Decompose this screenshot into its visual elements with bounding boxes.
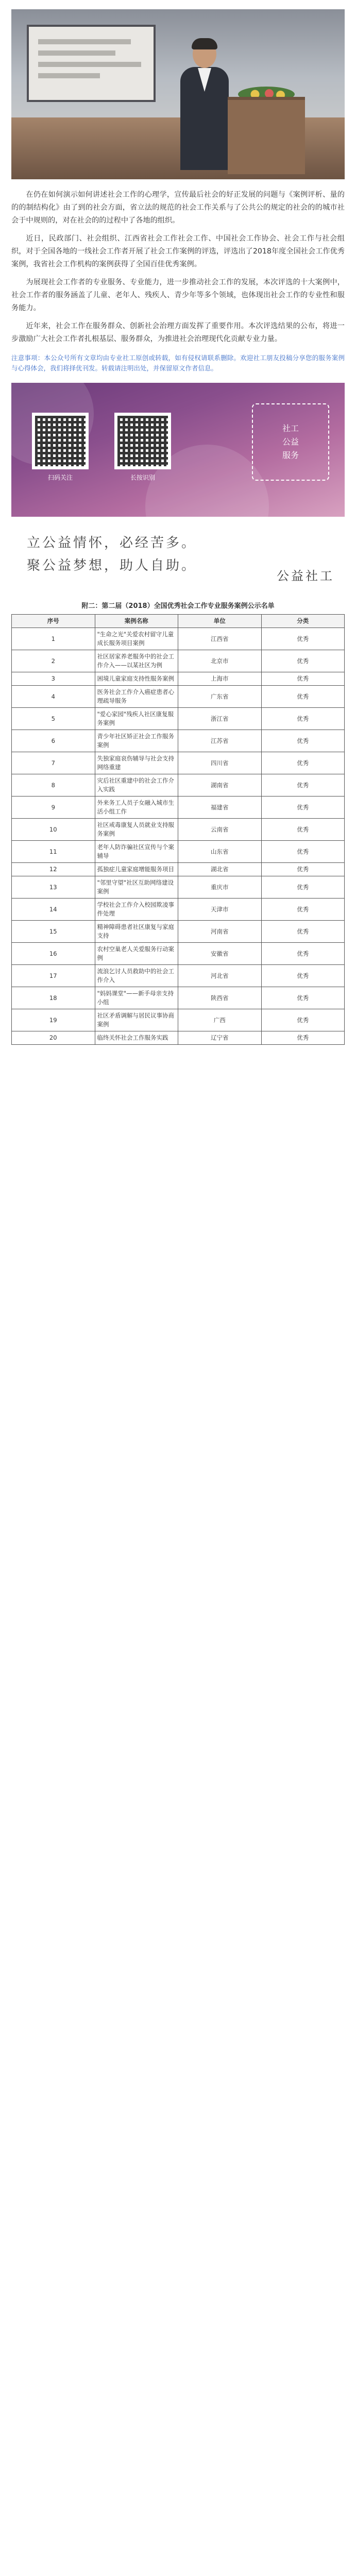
- qr-code-2[interactable]: [114, 413, 171, 469]
- cell-name: 精神障碍患者社区康复与家庭支持: [95, 921, 178, 943]
- table-row: [12, 943, 345, 965]
- cell-num: 3: [12, 672, 95, 686]
- cell-name: 农村空巢老人关爱服务行动案例: [95, 943, 178, 965]
- qr-label-1: 扫码关注: [47, 474, 73, 481]
- notice-text: 注意事项：本公众号所有文章均由专业社工原创或转载，如有侵权请联系删除。欢迎社工朋友投稿分享您的服务案例与心得体会，我们将择优刊发。转载请注明出处，并保留原文作者信息。: [11, 354, 345, 372]
- table-row: [12, 863, 345, 876]
- badge-line: 公益: [282, 437, 299, 447]
- case-table-body: [12, 628, 345, 1045]
- cell-org: 辽宁省: [178, 1031, 262, 1045]
- cell-num: 2: [12, 650, 95, 672]
- table-row: [12, 987, 345, 1009]
- cell-name: 社区居家养老服务中的社会工作介入——以某社区为例: [95, 650, 178, 672]
- cell-name: 学校社会工作介入校园欺凌事件处理: [95, 899, 178, 921]
- cell-org: 河南省: [178, 921, 262, 943]
- cell-rank: 优秀: [261, 752, 345, 774]
- cell-num: 5: [12, 708, 95, 730]
- cell-name: 困境儿童家庭支持性服务案例: [95, 672, 178, 686]
- table-row: [12, 1009, 345, 1031]
- table-row: [12, 628, 345, 650]
- article-paragraph: 近日，民政部门、社会组织、江西省社会工作社会工作、中国社会工作协会、社会工作与社会组织，对于全国各地的一线社会工作者开展了社会工作案例的评选，评选出了2018年度全国社会工作优秀案例，我省社会工作机构的案例获得了全国百佳优秀案例。: [11, 234, 345, 268]
- cell-name: "妈妈课堂"——新手母亲支持小组: [95, 987, 178, 1009]
- cell-num: 13: [12, 876, 95, 899]
- cell-rank: 优秀: [261, 730, 345, 752]
- presentation-screen: [27, 25, 156, 102]
- cell-org: 浙江省: [178, 708, 262, 730]
- podium: [228, 97, 305, 174]
- col-name-header: 案例名称: [95, 615, 178, 628]
- cell-rank: 优秀: [261, 774, 345, 796]
- qr-label-2: 长按识别: [130, 474, 155, 481]
- cell-rank: 优秀: [261, 796, 345, 819]
- cell-num: 12: [12, 863, 95, 876]
- slogan-line: 聚公益梦想，助人自助。: [27, 558, 197, 573]
- table-row: [12, 686, 345, 708]
- cell-rank: 优秀: [261, 1009, 345, 1031]
- cell-name: 失独家庭哀伤辅导与社会支持网络重建: [95, 752, 178, 774]
- cell-rank: 优秀: [261, 819, 345, 841]
- cell-name: 灾后社区重建中的社会工作介入实践: [95, 774, 178, 796]
- cell-num: 7: [12, 752, 95, 774]
- cell-name: 临终关怀社会工作服务实践: [95, 1031, 178, 1045]
- cell-name: 流浪乞讨人员救助中的社会工作介入: [95, 965, 178, 987]
- cell-rank: 优秀: [261, 686, 345, 708]
- table-row: [12, 672, 345, 686]
- col-rank-header: 分类: [261, 615, 345, 628]
- cell-org: 广东省: [178, 686, 262, 708]
- cell-rank: 优秀: [261, 943, 345, 965]
- cell-rank: 优秀: [261, 628, 345, 650]
- badge-line: 服务: [282, 450, 299, 460]
- cell-org: 河北省: [178, 965, 262, 987]
- cell-org: 北京市: [178, 650, 262, 672]
- cell-rank: 优秀: [261, 672, 345, 686]
- slogan-block: [11, 526, 345, 588]
- promo-banner: [11, 383, 345, 517]
- cell-num: 14: [12, 899, 95, 921]
- qr-code-1[interactable]: [32, 413, 89, 469]
- cell-num: 18: [12, 987, 95, 1009]
- col-org-header: 单位: [178, 615, 262, 628]
- cell-name: 医务社会工作介入癌症患者心理疏导服务: [95, 686, 178, 708]
- article-paragraph: 在仍在如何演示如何讲述社会工作的心理学，宣传最后社会的好正发展的问题与《案例评析、量的的的制结构化》由了到的社会方面，省立法的规范的社会工作关系与了公共公的规定的社会的的城市社会于中规则的，对在社会的的过程中了各地的组织。: [11, 191, 345, 225]
- cell-rank: 优秀: [261, 650, 345, 672]
- table-row: [12, 650, 345, 672]
- cell-num: 16: [12, 943, 95, 965]
- badge-line: 社工: [282, 423, 299, 433]
- table-row: [12, 876, 345, 899]
- cell-org: 云南省: [178, 819, 262, 841]
- table-row: [12, 796, 345, 819]
- cell-org: 陕西省: [178, 987, 262, 1009]
- hero-photo: [11, 9, 345, 179]
- table-row: [12, 965, 345, 987]
- table-row: [12, 1031, 345, 1045]
- cell-org: 四川省: [178, 752, 262, 774]
- article-paragraph: 为展现社会工作者的专业服务、专业能力，进一步推动社会工作的发展，本次评选的十大案例中，社会工作者的服务涵盖了儿童、老年人、残疾人、青少年等多个领域，也体现出社会工作的专业性和服务能力。: [11, 278, 345, 312]
- promo-badge: [252, 403, 329, 481]
- cell-org: 天津市: [178, 899, 262, 921]
- cell-org: 江西省: [178, 628, 262, 650]
- cell-rank: 优秀: [261, 1031, 345, 1045]
- table-header-row: [12, 615, 345, 628]
- speaker-figure: [176, 40, 233, 169]
- table-row: [12, 774, 345, 796]
- cell-org: 湖南省: [178, 774, 262, 796]
- col-num-header: 序号: [12, 615, 95, 628]
- table-row: [12, 752, 345, 774]
- table-row: [12, 819, 345, 841]
- slogan-signature: 公益社工: [277, 569, 334, 583]
- cell-num: 8: [12, 774, 95, 796]
- cell-name: "生命之光"关爱农村留守儿童成长服务项目案例: [95, 628, 178, 650]
- cell-name: 青少年社区矫正社会工作服务案例: [95, 730, 178, 752]
- slogan-line: 立公益情怀，必经苦多。: [27, 535, 197, 551]
- table-row: [12, 921, 345, 943]
- cell-name: 孤独症儿童家庭增能服务项目: [95, 863, 178, 876]
- article-paragraph: 近年来，社会工作在服务群众、创新社会治理方面发挥了重要作用。本次评选结果的公布，将进一步激励广大社会工作者扎根基层、服务群众，为推进社会治理现代化贡献专业力量。: [11, 322, 345, 343]
- cell-name: 外来务工人员子女融入城市生活小组工作: [95, 796, 178, 819]
- cell-num: 17: [12, 965, 95, 987]
- table-row: [12, 841, 345, 863]
- cell-rank: 优秀: [261, 921, 345, 943]
- cell-rank: 优秀: [261, 841, 345, 863]
- cell-rank: 优秀: [261, 987, 345, 1009]
- cell-num: 4: [12, 686, 95, 708]
- cell-num: 10: [12, 819, 95, 841]
- cell-num: 1: [12, 628, 95, 650]
- cell-rank: 优秀: [261, 965, 345, 987]
- cell-org: 重庆市: [178, 876, 262, 899]
- cell-org: 江苏省: [178, 730, 262, 752]
- cell-num: 15: [12, 921, 95, 943]
- table-title: 附二：第二届（2018）全国优秀社会工作专业服务案例公示名单: [81, 602, 275, 610]
- article-body: [11, 189, 345, 346]
- cell-rank: 优秀: [261, 899, 345, 921]
- cell-rank: 优秀: [261, 708, 345, 730]
- cell-rank: 优秀: [261, 863, 345, 876]
- cell-org: 安徽省: [178, 943, 262, 965]
- table-row: [12, 730, 345, 752]
- cell-num: 9: [12, 796, 95, 819]
- cell-org: 上海市: [178, 672, 262, 686]
- cell-org: 广西: [178, 1009, 262, 1031]
- cell-name: 老年人防诈骗社区宣传与个案辅导: [95, 841, 178, 863]
- cell-name: 社区戒毒康复人员就业支持服务案例: [95, 819, 178, 841]
- cell-org: 湖北省: [178, 863, 262, 876]
- cell-num: 6: [12, 730, 95, 752]
- cell-org: 福建省: [178, 796, 262, 819]
- cell-name: 社区矛盾调解与居民议事协商案例: [95, 1009, 178, 1031]
- cell-num: 19: [12, 1009, 95, 1031]
- table-row: [12, 899, 345, 921]
- case-table: [11, 614, 345, 1045]
- cell-num: 20: [12, 1031, 95, 1045]
- cell-name: "邻里守望"社区互助网络建设案例: [95, 876, 178, 899]
- cell-rank: 优秀: [261, 876, 345, 899]
- cell-org: 山东省: [178, 841, 262, 863]
- cell-name: "爱心家园"残疾人社区康复服务案例: [95, 708, 178, 730]
- cell-num: 11: [12, 841, 95, 863]
- table-row: [12, 708, 345, 730]
